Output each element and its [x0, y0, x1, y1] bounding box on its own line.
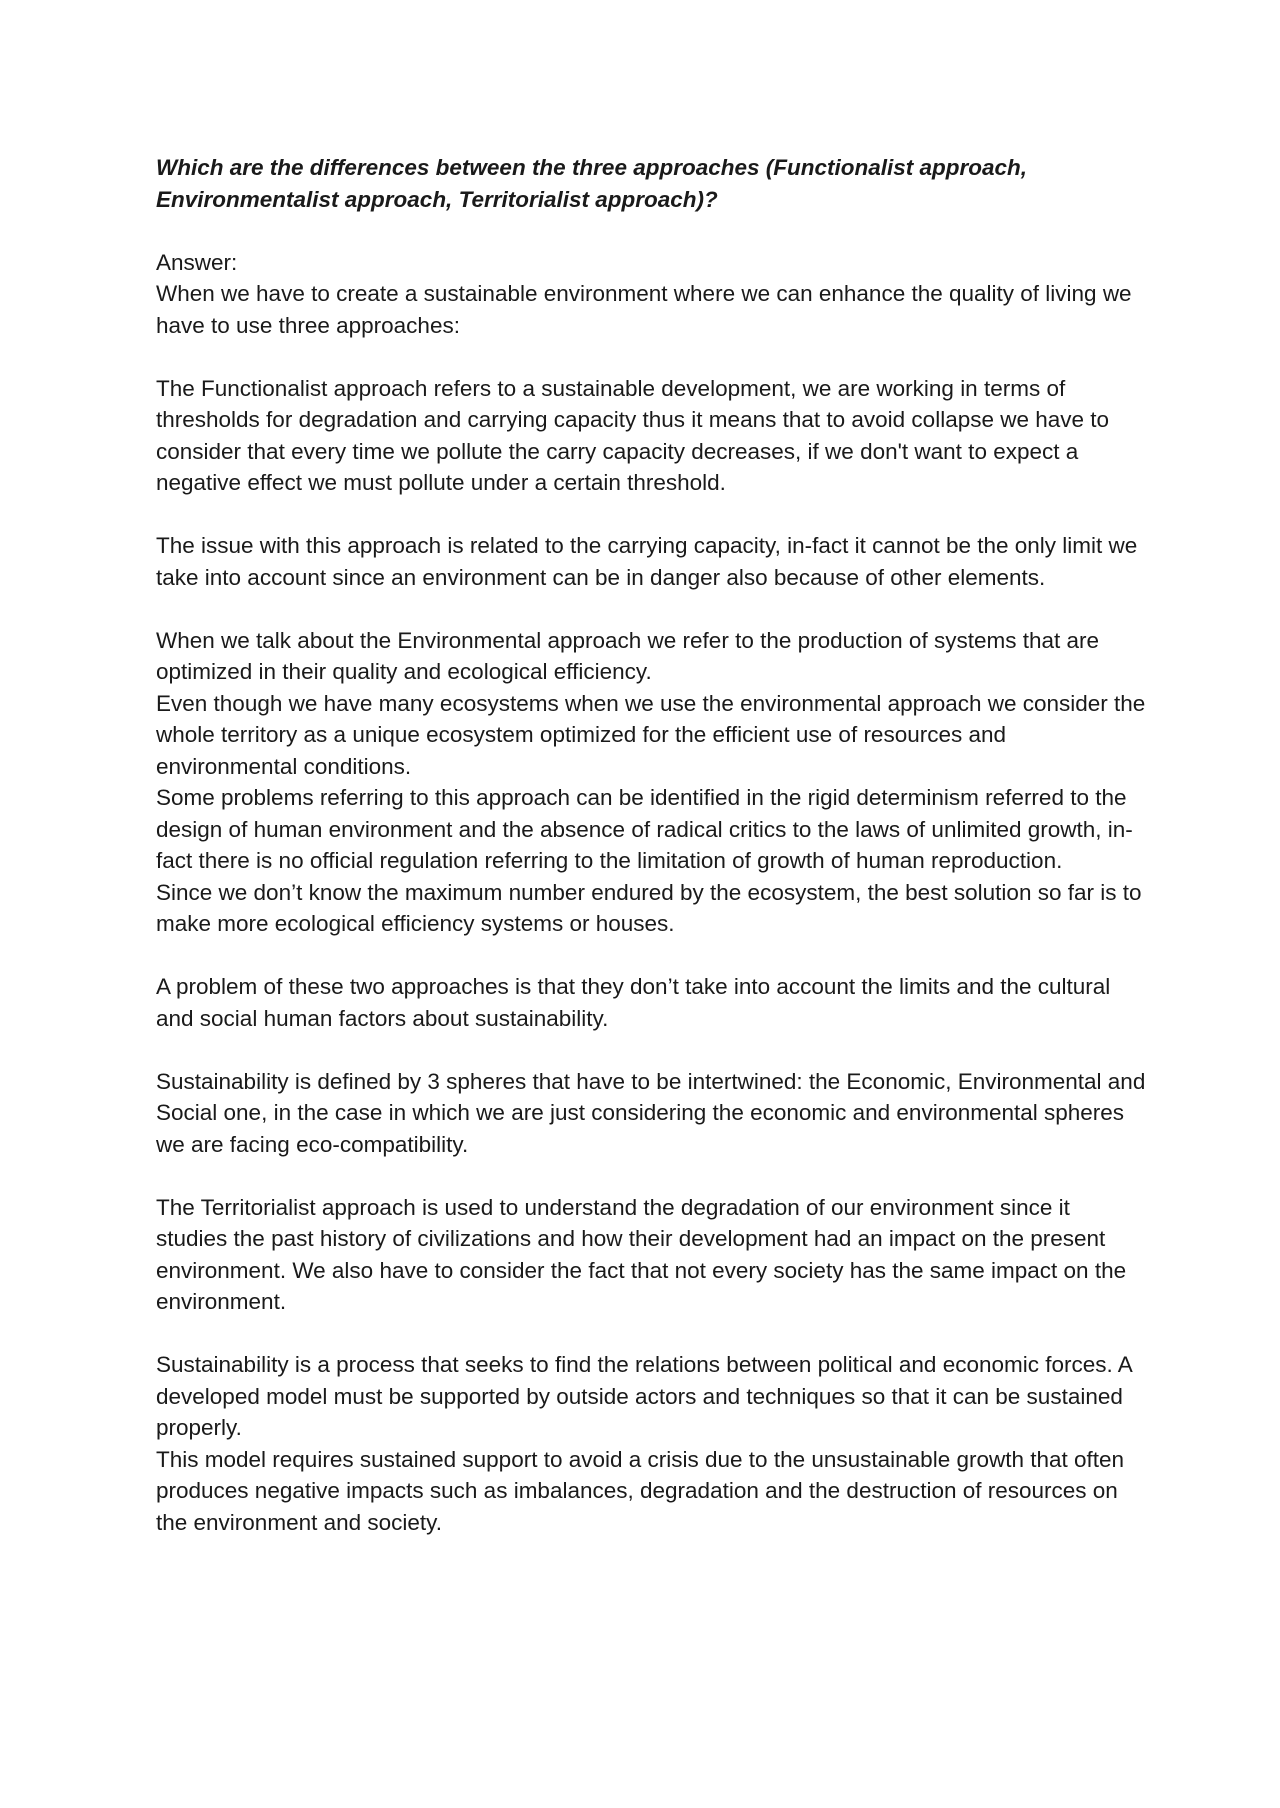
paragraph-sustainability-process: Sustainability is a process that seeks to find the relations between political and economic forces. A developed model must be supported by outside actors and techniques so that it can be sustained properly. — [156, 1352, 1132, 1440]
paragraph-environmental: When we talk about the Environmental approach we refer to the production of systems that are optimized in their quality and ecological efficiency. — [156, 627, 1100, 684]
paragraph-functionalist-issue: The issue with this approach is related to the carrying capacity, in-fact it cannot be the only limit we take into account since an environment can be in danger also because of other elements. — [156, 533, 1138, 590]
paragraph-sustainability-spheres: Sustainability is defined by 3 spheres that have to be intertwined: the Economic, Environmental and Social one, in the case in which we are just considering the economic and environmental spheres we are facing eco-compatibility. — [156, 1068, 1146, 1157]
paragraph-functionalist: The Functionalist approach refers to a sustainable development, we are working in terms of thresholds for degradation and carrying capacity thus it means that to avoid collapse we have to consider that every time we pollute the carry capacity decreases, if we don't want to expect a negative effect we must pollute under a certain threshold. — [156, 375, 1110, 495]
paragraph-environmental-ecosystem: Even though we have many ecosystems when we use the environmental approach we consider the whole territory as a unique ecosystem optimized for the efficient use of resources and environmental conditions. — [156, 690, 1146, 779]
document-body — [156, 152, 1146, 1538]
paragraph-intro: When we have to create a sustainable environment where we can enhance the quality of living we have to use three approaches: — [156, 281, 1132, 338]
paragraph-environmental-solution: Since we don’t know the maximum number endured by the ecosystem, the best solution so far is to make more ecological efficiency systems or houses. — [156, 879, 1142, 936]
answer-label: Answer: — [156, 249, 238, 275]
paragraph-territorialist: The Territorialist approach is used to understand the degradation of our environment since it studies the past history of civilizations and how their development had an impact on the present environment. We also have to consider the fact that not every society has the same impact on the environment. — [156, 1194, 1127, 1314]
paragraph-model-support: This model requires sustained support to avoid a crisis due to the unsustainable growth that often produces negative impacts such as imbalances, degradation and the destruction of resources on the environment and society. — [156, 1446, 1125, 1535]
paragraph-two-approaches-problem: A problem of these two approaches is that they don’t take into account the limits and the cultural and social human factors about sustainability. — [156, 974, 1111, 1031]
question-heading: Which are the differences between the three approaches (Functionalist approach, Environmentalist approach, Territorialist approach)? — [156, 155, 1028, 212]
paragraph-environmental-problems: Some problems referring to this approach can be identified in the rigid determinism referred to the design of human environment and the absence of radical critics to the laws of unlimited growth, in-fact there is no official regulation referring to the limitation of growth of human reproduction. — [156, 785, 1133, 873]
